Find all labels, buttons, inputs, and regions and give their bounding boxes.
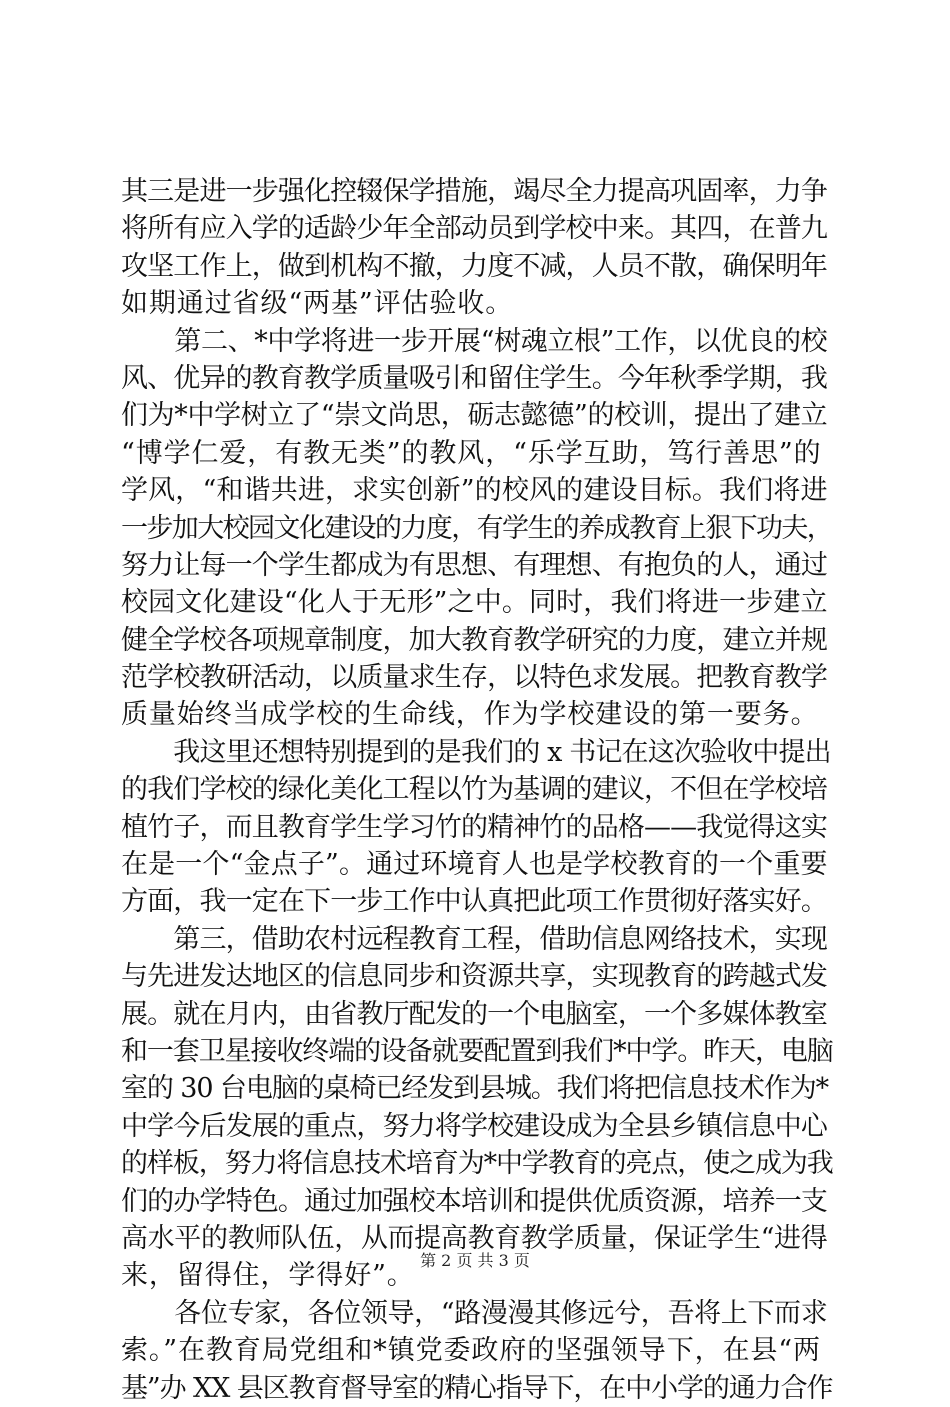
page-number: 第 2 页 共 3 页 (420, 1251, 530, 1270)
text-line: 展。就在月内，由省教厅配发的一个电脑室，一个多媒体教室 (121, 998, 828, 1030)
text-line: 与先进发达地区的信息同步和资源共享，实现教育的跨越式发 (121, 961, 828, 993)
text-line: 风、优异的教育教学质量吸引和留住学生。今年秋季学期，我 (121, 362, 828, 394)
text-line: 努力让每一个学生都成为有思想、有理想、有抱负的人，通过 (121, 549, 828, 581)
text-line: 中学今后发展的重点，努力将学校建设成为全县乡镇信息中心 (121, 1110, 828, 1142)
text-line: 来，留得住，学得好”。 (121, 1260, 415, 1292)
text-line: 校园文化建设“化人于无形”之中。同时，我们将进一步建立 (121, 587, 828, 619)
text-line: 范学校教研活动，以质量求生存，以特色求发展。把教育教学 (121, 662, 828, 694)
text-line: 第三，借助农村远程教育工程，借助信息网络技术，实现 (121, 923, 828, 955)
text-line: 健全学校各项规章制度，加大教育教学研究的力度，建立并规 (121, 624, 828, 656)
text-line: 如期通过省级“两基”评估验收。 (121, 288, 514, 320)
text-line: 基”办 XX 县区教育督导室的精心指导下，在中小学的通力合作 (121, 1372, 833, 1404)
text-line: 各位专家，各位领导，“路漫漫其修远兮，吾将上下而求 (121, 1297, 828, 1329)
text-line: 高水平的教师队伍，从而提高教育教学质量，保证学生“进得 (121, 1222, 828, 1254)
text-line: “博学仁爱，有教无类”的教风，“乐学互助，笃行善思”的 (121, 437, 822, 469)
text-line: 第二、*中学将进一步开展“树魂立根”工作，以优良的校 (121, 325, 828, 357)
text-line: 在是一个“金点子”。通过环境育人也是学校教育的一个重要 (121, 849, 828, 881)
text-line: 将所有应入学的适龄少年全部动员到学校中来。其四，在普九 (121, 213, 828, 245)
text-line: 们为*中学树立了“崇文尚思，砺志懿德”的校训，提出了建立 (121, 400, 828, 432)
text-line: 我这里还想特别提到的是我们的 x 书记在这次验收中提出 (121, 736, 831, 768)
text-line: 植竹子，而且教育学生学习竹的精神竹的品格——我觉得这实 (121, 811, 828, 843)
text-line: 索。”在教育局党组和*镇党委政府的坚强领导下，在县“两 (121, 1335, 821, 1367)
text-line: 室的 30 台电脑的桌椅已经发到县城。我们将把信息技术作为* (121, 1073, 829, 1105)
text-line: 质量始终当成学校的生命线，作为学校建设的第一要务。 (121, 699, 819, 731)
document-body (121, 173, 833, 1407)
text-line: 和一套卫星接收终端的设备就要配置到我们*中学。昨天，电脑 (121, 1035, 833, 1067)
text-line: 一步加大校园文化建设的力度，有学生的养成教育上狠下功夫， (121, 512, 833, 544)
text-line: 的我们学校的绿化美化工程以竹为基调的建议，不但在学校培 (121, 774, 828, 806)
text-line: 学风，“和谐共进，求实创新”的校风的建设目标。我们将进 (121, 475, 828, 507)
text-line: 其三是进一步强化控辍保学措施，竭尽全力提高巩固率，力争 (121, 176, 828, 207)
text-line: 们的办学特色。通过加强校本培训和提供优质资源，培养一支 (121, 1185, 828, 1217)
text-line: 攻坚工作上，做到机构不撤，力度不减，人员不散，确保明年 (121, 250, 828, 282)
text-line: 方面，我一定在下一步工作中认真把此项工作贯彻好落实好。 (121, 886, 828, 918)
text-line: 的样板，努力将信息技术培育为*中学教育的亮点，使之成为我 (121, 1148, 833, 1180)
